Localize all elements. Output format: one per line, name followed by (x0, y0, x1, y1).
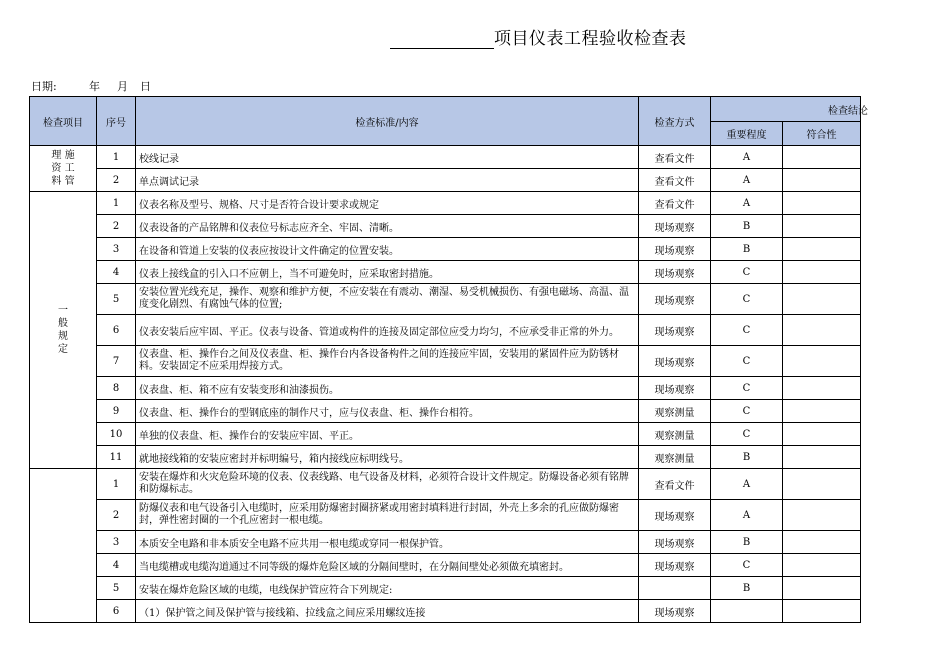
row-conformity-cell[interactable] (783, 423, 861, 446)
row-standard: 当电缆槽或电缆沟道通过不同等级的爆炸危险区域的分隔间壁时，在分隔间壁处必须做充填密封。 (136, 554, 639, 577)
row-seq: 2 (97, 169, 136, 192)
row-standard: 仪表安装后应牢固、平正。仪表与设备、管道或构件的连接及固定部位应受力均匀，不应承受非正常的外力。 (136, 315, 639, 346)
row-importance: C (711, 423, 783, 446)
header-method: 检查方式 (639, 97, 711, 146)
row-seq: 4 (97, 554, 136, 577)
row-method: 现场观察 (639, 215, 711, 238)
row-method: 现场观察 (639, 346, 711, 377)
row-conformity-cell[interactable] (783, 215, 861, 238)
date-year: 年 (89, 80, 100, 93)
row-seq: 6 (97, 315, 136, 346)
row-method: 查看文件 (639, 192, 711, 215)
row-conformity-cell[interactable] (783, 346, 861, 377)
group-name-line: 理 施 (51, 150, 75, 161)
table-row (30, 238, 861, 261)
row-standard: 安装在爆炸危险区域的电缆，电线保护管应符合下列规定: (136, 577, 639, 600)
row-standard: 仪表盘、柜、操作台的型钢底座的制作尺寸，应与仪表盘、柜、操作台相符。 (136, 400, 639, 423)
header-item: 检查项目 (30, 97, 97, 146)
row-conformity-cell[interactable] (783, 400, 861, 423)
row-conformity-cell[interactable] (783, 315, 861, 346)
row-method: 现场观察 (639, 238, 711, 261)
row-seq: 7 (97, 346, 136, 377)
row-method: 现场观察 (639, 284, 711, 315)
row-conformity-cell[interactable] (783, 284, 861, 315)
row-standard: 仪表盘、柜、操作台之间及仪表盘、柜、操作台内各设备构件之间的连接应牢固，安装用的紧固件应为防锈材料。安装固定不应采用焊接方式。 (136, 346, 639, 377)
date-row (31, 78, 151, 94)
row-method: 查看文件 (639, 169, 711, 192)
row-seq: 3 (97, 531, 136, 554)
row-method: 现场观察 (639, 377, 711, 400)
row-importance: B (711, 215, 783, 238)
date-month: 月 (117, 80, 128, 93)
row-importance: A (711, 192, 783, 215)
row-method (639, 577, 711, 600)
group-name-line: 规 (58, 331, 68, 342)
group-name (30, 192, 97, 469)
table-row (30, 215, 861, 238)
table-row (30, 315, 861, 346)
table-row (30, 600, 861, 623)
row-standard: 在设备和管道上安装的仪表应按设计文件确定的位置安装。 (136, 238, 639, 261)
table-row (30, 146, 861, 169)
row-seq: 1 (97, 146, 136, 169)
row-standard: 防爆仪表和电气设备引入电缆时，应采用防爆密封圈挤紧或用密封填料进行封固，外壳上多余的孔应做防爆密封，弹性密封圈的一个孔应密封一根电缆。 (136, 500, 639, 531)
row-conformity-cell[interactable] (783, 469, 861, 500)
row-conformity-cell[interactable] (783, 531, 861, 554)
date-label: 日期: (31, 80, 57, 93)
project-name-blank (390, 28, 494, 49)
row-method: 观察测量 (639, 446, 711, 469)
row-importance: C (711, 400, 783, 423)
row-method: 现场观察 (639, 554, 711, 577)
inspection-table (29, 96, 868, 623)
table-row (30, 554, 861, 577)
row-standard: 单点调试记录 (136, 169, 639, 192)
row-importance: A (711, 146, 783, 169)
row-method: 观察测量 (639, 400, 711, 423)
row-importance: B (711, 238, 783, 261)
row-method: 现场观察 (639, 315, 711, 346)
table-row (30, 284, 861, 315)
row-conformity-cell[interactable] (783, 600, 861, 623)
table-row (30, 423, 861, 446)
row-seq: 1 (97, 192, 136, 215)
table-row (30, 192, 861, 215)
header-result: 检查结论 (711, 97, 861, 122)
row-seq: 3 (97, 238, 136, 261)
title-text: 项目仪表工程验收检查表 (494, 29, 687, 49)
group-name-line: 料 管 (51, 176, 75, 187)
row-method: 现场观察 (639, 531, 711, 554)
document-title (390, 28, 687, 49)
row-standard: （1）保护管之间及保护管与接线箱、拉线盒之间应采用螺纹连接 (136, 600, 639, 623)
table-row (30, 469, 861, 500)
group-name-line: 一 (58, 305, 68, 316)
row-conformity-cell[interactable] (783, 146, 861, 169)
row-seq: 9 (97, 400, 136, 423)
date-day: 日 (140, 80, 151, 93)
row-seq: 6 (97, 600, 136, 623)
row-method: 观察测量 (639, 423, 711, 446)
row-importance: B (711, 577, 783, 600)
row-standard: 安装在爆炸和火灾危险环境的仪表、仪表线路、电气设备及材料，必须符合设计文件规定。防爆设备必须有铭牌和防爆标志。 (136, 469, 639, 500)
row-seq: 2 (97, 215, 136, 238)
row-conformity-cell[interactable] (783, 554, 861, 577)
row-importance (711, 600, 783, 623)
table-row (30, 577, 861, 600)
row-method: 现场观察 (639, 261, 711, 284)
row-importance: C (711, 261, 783, 284)
table-row (30, 169, 861, 192)
group-name (30, 146, 97, 192)
row-standard: 本质安全电路和非本质安全电路不应共用一根电缆或穿同一根保护管。 (136, 531, 639, 554)
header-importance: 重要程度 (711, 122, 783, 146)
row-importance: C (711, 315, 783, 346)
row-standard: 安装位置光线充足，操作、观察和维护方便，不应安装在有震动、潮湿、易受机械损伤、有强电磁场、高温、温度变化剧烈、有腐蚀气体的位置; (136, 284, 639, 315)
row-conformity-cell[interactable] (783, 446, 861, 469)
row-importance: A (711, 469, 783, 500)
table-row (30, 531, 861, 554)
table-body (30, 146, 861, 623)
row-method: 查看文件 (639, 469, 711, 500)
row-importance: A (711, 500, 783, 531)
table-row (30, 377, 861, 400)
header-seq: 序号 (97, 97, 136, 146)
row-seq: 2 (97, 500, 136, 531)
row-standard: 仪表名称及型号、规格、尺寸是否符合设计要求或规定 (136, 192, 639, 215)
row-method: 查看文件 (639, 146, 711, 169)
group-name-line: 资 工 (51, 163, 75, 174)
row-conformity-cell[interactable] (783, 192, 861, 215)
group-name (30, 469, 97, 623)
group-name-line: 般 (58, 318, 68, 329)
row-conformity-cell[interactable] (783, 169, 861, 192)
row-seq: 1 (97, 469, 136, 500)
row-seq: 4 (97, 261, 136, 284)
row-standard: 仪表盘、柜、箱不应有安装变形和油漆损伤。 (136, 377, 639, 400)
header-standard: 检查标准/内容 (136, 97, 639, 146)
row-standard: 校线记录 (136, 146, 639, 169)
row-importance: C (711, 346, 783, 377)
row-importance: A (711, 169, 783, 192)
row-conformity-cell[interactable] (783, 238, 861, 261)
row-method: 现场观察 (639, 600, 711, 623)
table-row (30, 346, 861, 377)
table-row (30, 500, 861, 531)
row-importance: B (711, 446, 783, 469)
row-conformity-cell[interactable] (783, 500, 861, 531)
row-seq: 5 (97, 577, 136, 600)
row-conformity-cell[interactable] (783, 377, 861, 400)
row-standard: 仪表设备的产品铭牌和仪表位号标志应齐全、牢固、清晰。 (136, 215, 639, 238)
row-seq: 11 (97, 446, 136, 469)
row-seq: 5 (97, 284, 136, 315)
row-importance: C (711, 284, 783, 315)
row-importance: C (711, 377, 783, 400)
row-standard: 单独的仪表盘、柜、操作台的安装应牢固、平正。 (136, 423, 639, 446)
row-standard: 仪表上接线盒的引入口不应朝上，当不可避免时，应采取密封措施。 (136, 261, 639, 284)
row-importance: C (711, 554, 783, 577)
header-conformity: 符合性 (783, 122, 861, 146)
group-name-line: 定 (58, 344, 68, 355)
table-row (30, 446, 861, 469)
row-conformity-cell[interactable] (783, 261, 861, 284)
row-method: 现场观察 (639, 500, 711, 531)
row-conformity-cell[interactable] (783, 577, 861, 600)
row-standard: 就地接线箱的安装应密封并标明编号，箱内接线应标明线号。 (136, 446, 639, 469)
row-seq: 10 (97, 423, 136, 446)
row-importance: B (711, 531, 783, 554)
row-seq: 8 (97, 377, 136, 400)
table-row (30, 261, 861, 284)
table-row (30, 400, 861, 423)
